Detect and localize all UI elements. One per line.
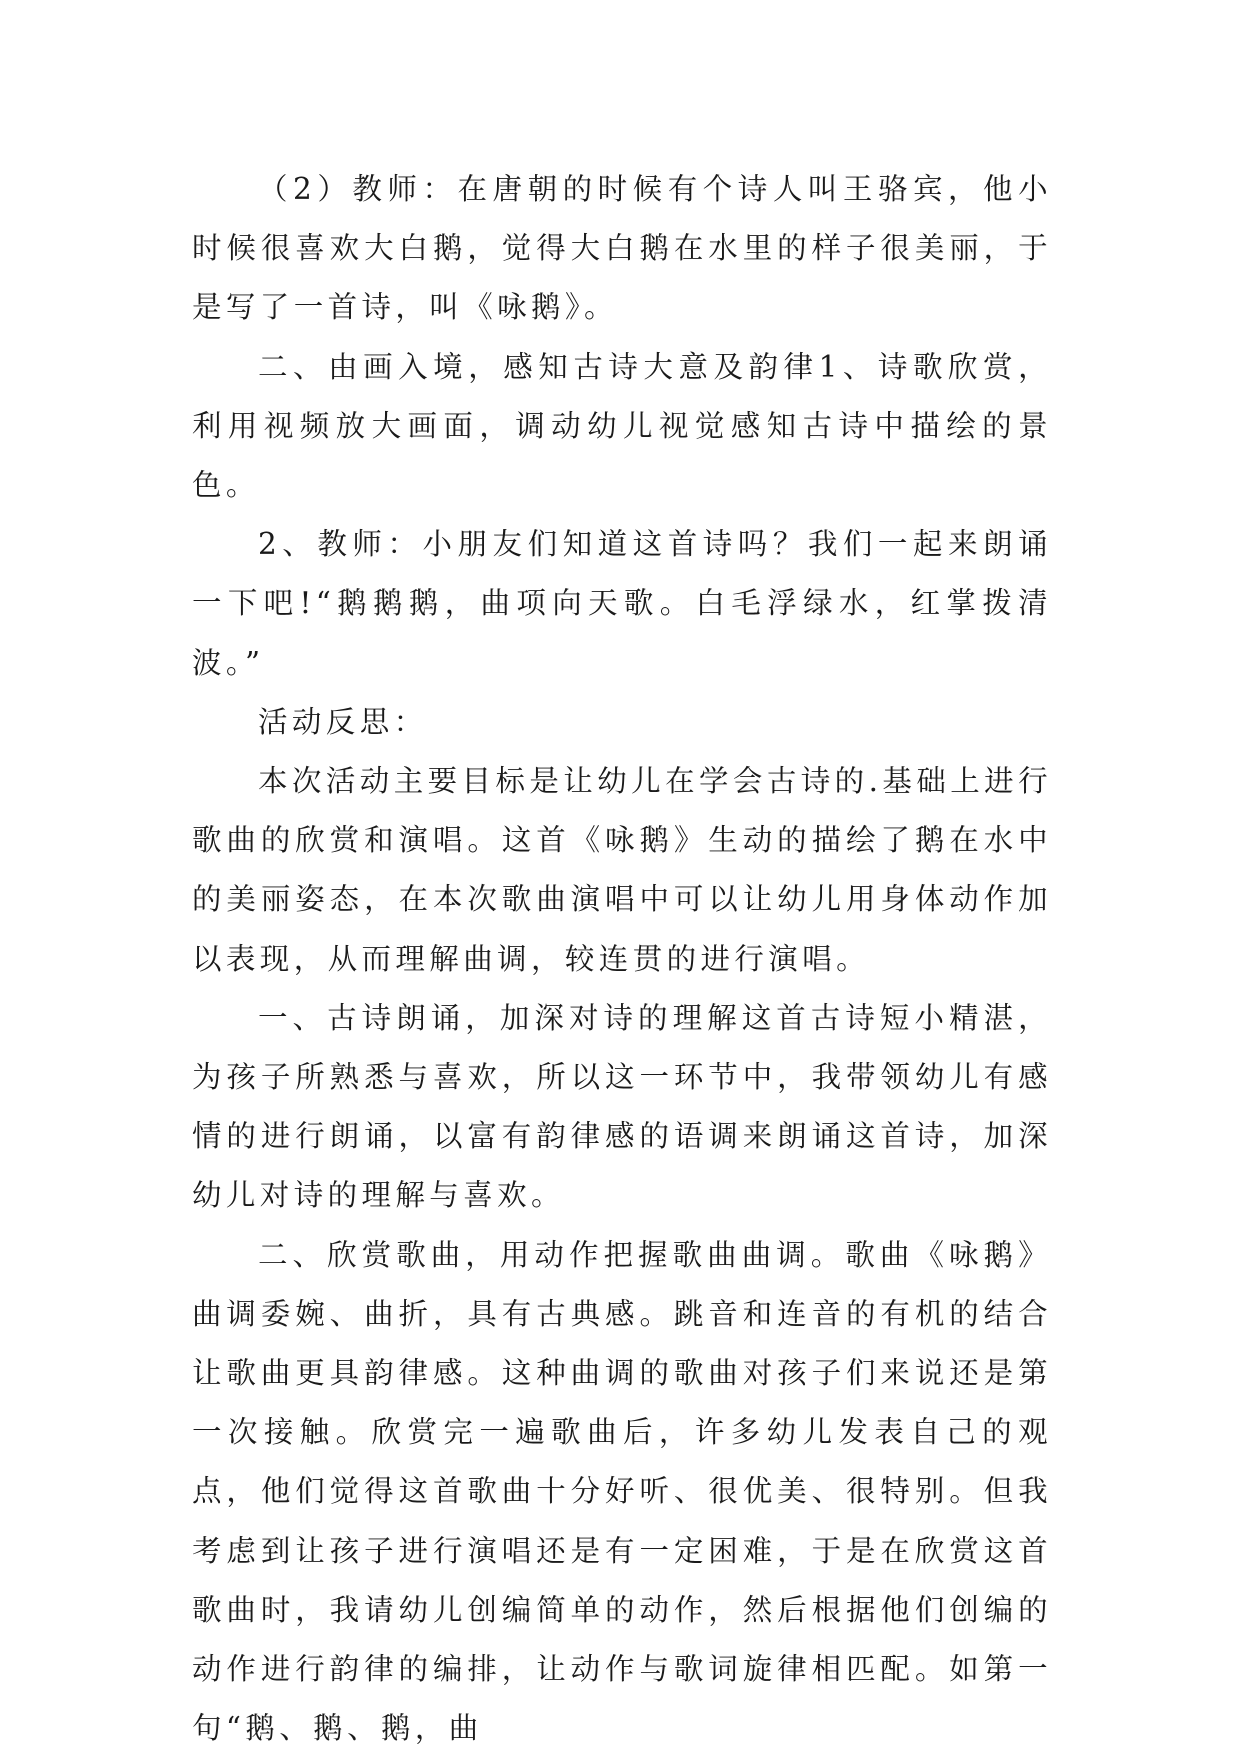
paragraph-reflection-part-one: 一、古诗朗诵，加深对诗的理解这首古诗短小精湛，为孩子所熟悉与喜欢，所以这一环节中，我带领幼儿有感情的进行朗诵，以富有韵律感的语调来朗诵这首诗，加深幼儿对诗的理解与喜欢。	[192, 1000, 1052, 1213]
paragraph-teacher-intro: （2）教师：在唐朝的时候有个诗人叫王骆宾，他小时候很喜欢大白鹅，觉得大白鹅在水里的样子很美丽，于是写了一首诗，叫《咏鹅》。	[192, 172, 1052, 325]
paragraph-reflection-part-two: 二、欣赏歌曲，用动作把握歌曲曲调。歌曲《咏鹅》曲调委婉、曲折，具有古典感。跳音和连音的有机的结合让歌曲更具韵律感。这种曲调的歌曲对孩子们来说还是第一次接触。欣赏完一遍歌曲后，许多幼儿发表自己的观点，他们觉得这首歌曲十分好听、很优美、很特别。但我考虑到让孩子进行演唱还是有一定困难，于是在欣赏这首歌曲时，我请幼儿创编简单的动作，然后根据他们创编的动作进行韵律的编排，让动作与歌词旋律相匹配。如第一句“鹅、鹅、鹅，曲	[192, 1237, 1052, 1746]
paragraph-reflection-goal: 本次活动主要目标是让幼儿在学会古诗的.基础上进行歌曲的欣赏和演唱。这首《咏鹅》生动的描绘了鹅在水中的美丽姿态，在本次歌曲演唱中可以让幼儿用身体动作加以表现，从而理解曲调，较连贯的进行演唱。	[192, 764, 1052, 976]
document-body	[192, 160, 1052, 1758]
paragraph-reflection-heading: 活动反思：	[258, 704, 428, 739]
paragraph-teacher-poem: 2、教师：小朋友们知道这首诗吗？我们一起来朗诵一下吧!“鹅鹅鹅，曲项向天歌。白毛浮绿水，红掌拨清波。”	[192, 527, 1052, 680]
paragraph-section-two-intro: 二、由画入境，感知古诗大意及韵律1、诗歌欣赏，利用视频放大画面，调动幼儿视觉感知古诗中描绘的景色。	[192, 349, 1052, 503]
